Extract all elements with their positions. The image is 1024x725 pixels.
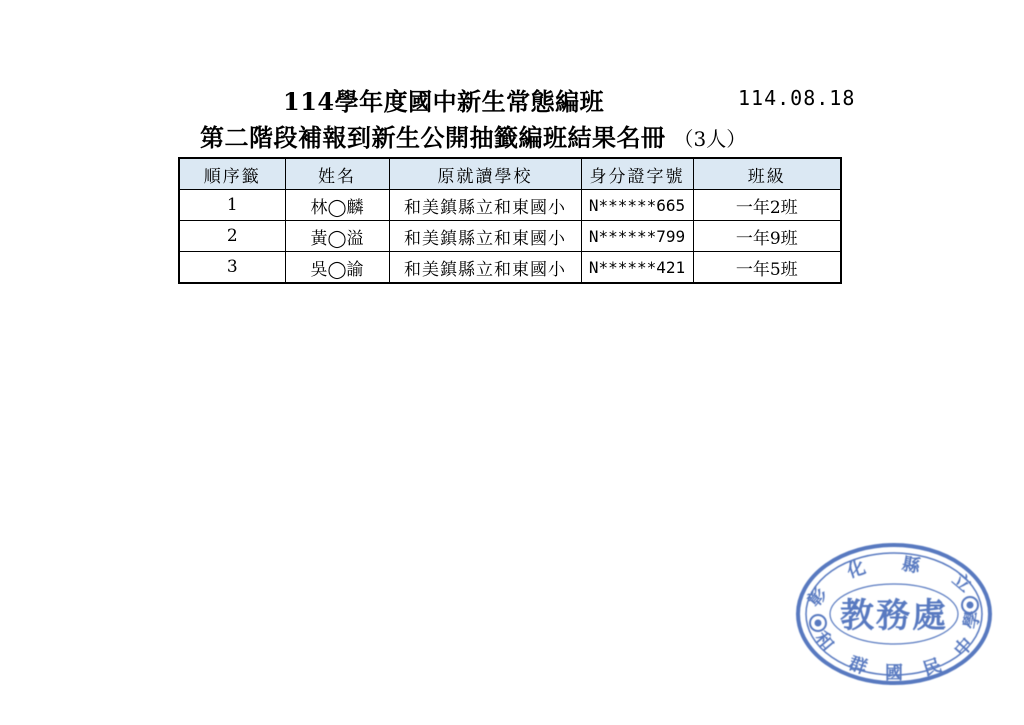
seal-char-zhong: 中 <box>950 633 978 662</box>
column-header-name: 姓名 <box>285 158 389 190</box>
document-subtitle <box>200 118 746 153</box>
table-row <box>179 190 841 221</box>
document-title: 114學年度國中新生常態編班 <box>283 87 605 116</box>
document-date: 114.08.18 <box>738 86 856 110</box>
column-header-id: 身分證字號 <box>581 158 693 190</box>
seal-char-min: 民 <box>920 655 945 681</box>
cell-order: 2 <box>179 221 285 252</box>
cell-id: N******799 <box>581 221 693 252</box>
seal-char-li: 立 <box>947 568 976 597</box>
column-header-order: 順序籤 <box>179 158 285 190</box>
cell-name: 吳◯諭 <box>285 252 389 284</box>
table-row <box>179 252 841 284</box>
seal-char-xue: 學 <box>960 609 985 631</box>
cell-school: 和美鎮縣立和東國小 <box>389 221 581 252</box>
cell-school: 和美鎮縣立和東國小 <box>389 190 581 221</box>
cell-class: 一年2班 <box>693 190 841 221</box>
cell-name: 林◯麟 <box>285 190 389 221</box>
office-seal <box>794 541 994 687</box>
student-count: （3人） <box>673 127 747 151</box>
seal-char-xian: 縣 <box>900 553 922 578</box>
cell-class: 一年9班 <box>693 221 841 252</box>
subtitle-text: 第二階段補報到新生公開抽籤編班結果名冊 <box>200 123 666 152</box>
seal-char-hua: 化 <box>844 557 869 583</box>
cell-order: 3 <box>179 252 285 284</box>
cell-id: N******421 <box>581 252 693 284</box>
table-header-row <box>179 158 841 190</box>
cell-name: 黃◯溢 <box>285 221 389 252</box>
table-row <box>179 221 841 252</box>
cell-order: 1 <box>179 190 285 221</box>
seal-char-he: 和 <box>810 627 839 656</box>
cell-class: 一年5班 <box>693 252 841 284</box>
seal-char-qun: 群 <box>845 652 870 679</box>
column-header-class: 班級 <box>693 158 841 190</box>
seal-char-guo: 國 <box>885 663 903 684</box>
column-header-school: 原就讀學校 <box>389 158 581 190</box>
seal-char-zhang: 彰 <box>803 583 832 612</box>
seal-center-text: 教務處 <box>840 596 948 636</box>
cell-id: N******665 <box>581 190 693 221</box>
results-table <box>178 157 842 284</box>
cell-school: 和美鎮縣立和東國小 <box>389 252 581 284</box>
